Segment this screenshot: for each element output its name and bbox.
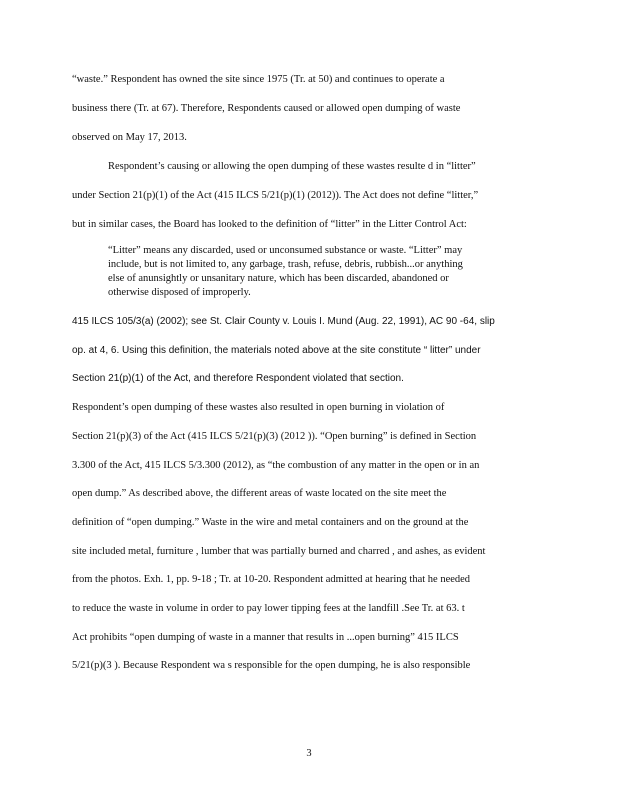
block-quote-line-4: otherwise disposed of improperly. xyxy=(108,287,251,298)
body-line-15: site included metal, furniture , lumber that was partially burned and charred , and ashes, as evident xyxy=(72,546,486,557)
body-line-3: observed on May 17, 2013. xyxy=(72,132,187,143)
body-line-19: 5/21(p)(3 ). Because Respondent wa s responsible for the open dumping, he is also responsible xyxy=(72,660,471,671)
body-line-4: Respondent’s causing or allowing the open dumping of these wastes resulte d in “litter” xyxy=(108,161,476,172)
body-line-8: op. at 4, 6. Using this definition, the materials noted above at the site constitute “ litter” under xyxy=(72,345,481,356)
body-line-12: 3.300 of the Act, 415 ILCS 5/3.300 (2012), as “the combustion of any matter in the open or in an xyxy=(72,460,480,471)
block-quote-line-1: “Litter” means any discarded, used or unconsumed substance or waste. “Litter” may xyxy=(108,245,463,256)
body-line-2: business there (Tr. at 67). Therefore, Respondents caused or allowed open dumping of waste xyxy=(72,103,461,114)
body-line-7: 415 ILCS 105/3(a) (2002); see St. Clair County v. Louis I. Mund (Aug. 22, 1991), AC 90 -64, slip xyxy=(72,316,495,327)
body-line-17: to reduce the waste in volume in order to pay lower tipping fees at the landfill .See Tr. at 63. t xyxy=(72,603,465,614)
page-number: 3 xyxy=(306,748,312,759)
body-line-6: but in similar cases, the Board has looked to the definition of “litter” in the Litter Control Act: xyxy=(72,219,467,230)
body-line-13: open dump.” As described above, the different areas of waste located on the site meet the xyxy=(72,488,447,499)
block-quote-line-2: include, but is not limited to, any garbage, trash, refuse, debris, rubbish...or anything xyxy=(108,259,463,270)
body-line-14: definition of “open dumping.” Waste in the wire and metal containers and on the ground at the xyxy=(72,517,469,528)
body-line-1: “waste.” Respondent has owned the site since 1975 (Tr. at 50) and continues to operate a xyxy=(72,74,445,85)
block-quote-line-3: else of anunsightly or unsanitary nature, which has been discarded, abandoned or xyxy=(108,273,449,284)
body-line-18: Act prohibits “open dumping of waste in a manner that results in ...open burning” 415 ILCS xyxy=(72,632,459,643)
body-line-5: under Section 21(p)(1) of the Act (415 ILCS 5/21(p)(1) (2012)). The Act does not define “litter,” xyxy=(72,190,479,201)
body-line-10: Respondent’s open dumping of these wastes also resulted in open burning in violation of xyxy=(72,402,445,413)
body-line-9: Section 21(p)(1) of the Act, and therefore Respondent violated that section. xyxy=(72,373,404,384)
body-line-16: from the photos. Exh. 1, pp. 9-18 ; Tr. at 10-20. Respondent admitted at hearing that he needed xyxy=(72,574,471,585)
body-line-11: Section 21(p)(3) of the Act (415 ILCS 5/21(p)(3) (2012 )). “Open burning” is defined in Section xyxy=(72,431,477,442)
